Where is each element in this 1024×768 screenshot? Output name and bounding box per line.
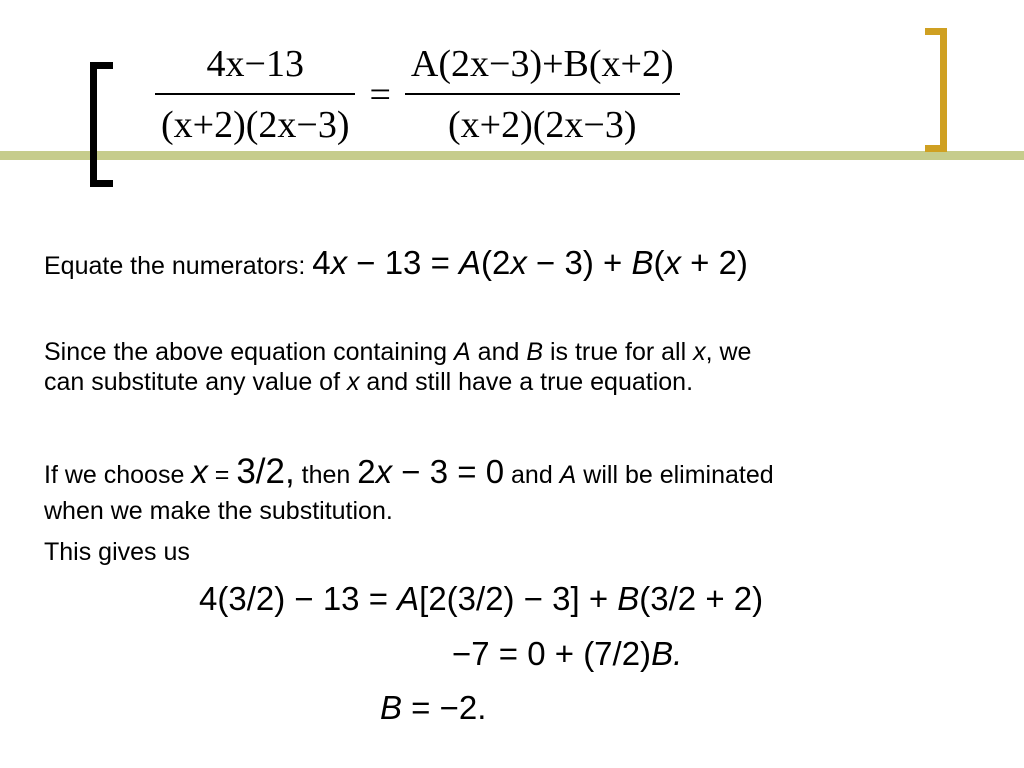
lhs-numerator: 4x−13 bbox=[206, 43, 304, 85]
calc-line-2: −7 = 0 + (7/2)B. bbox=[452, 635, 683, 672]
rhs-fraction-bar bbox=[405, 93, 680, 95]
calc-line-3: B = −2. bbox=[380, 689, 487, 726]
lhs-fraction-bar bbox=[155, 93, 355, 95]
left-bracket-decoration bbox=[90, 62, 113, 187]
rhs-denominator: (x+2)(2x−3) bbox=[448, 104, 637, 146]
decorative-stripe bbox=[0, 151, 1024, 160]
explanation-line-2: can substitute any value of x and still have a true equation. bbox=[44, 368, 694, 396]
explanation-line-1: Since the above equation containing A and B is true for all x, we bbox=[44, 338, 752, 366]
step-equate-numerators bbox=[44, 244, 748, 282]
right-bracket-decoration bbox=[925, 28, 947, 152]
choose-x-line: If we choose x = 3/2, then 2x − 3 = 0 and A will be eliminated bbox=[44, 452, 774, 491]
lhs-denominator: (x+2)(2x−3) bbox=[161, 104, 350, 146]
step1-label: Equate the numerators: bbox=[44, 252, 306, 280]
rhs-fraction bbox=[405, 40, 680, 149]
step1-equation: 4x − 13 = A(2x − 3) + B(x + 2) bbox=[312, 244, 748, 281]
calc-line-1: 4(3/2) − 13 = A[2(3/2) − 3] + B(3/2 + 2) bbox=[199, 580, 764, 617]
partial-fraction-equation bbox=[155, 40, 680, 149]
this-gives-us-line: This gives us bbox=[44, 538, 190, 566]
substitution-line: when we make the substitution. bbox=[44, 497, 393, 525]
lhs-fraction bbox=[155, 40, 355, 149]
equals-sign: = bbox=[369, 73, 391, 116]
rhs-numerator: A(2x−3)+B(x+2) bbox=[410, 43, 674, 85]
